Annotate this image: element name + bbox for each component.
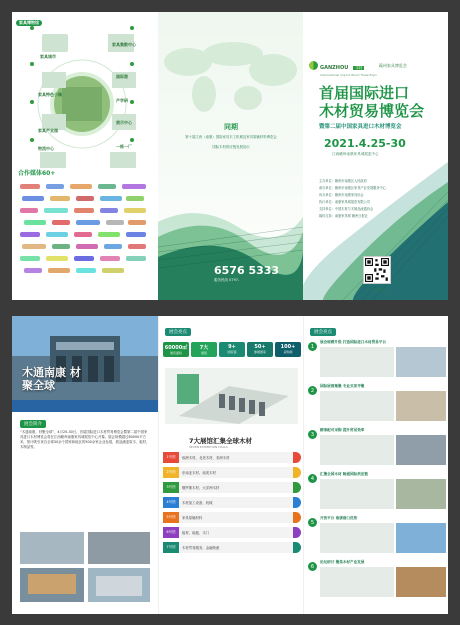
feature-title: 展会规模升级 打造国际进口木材贸易平台 <box>320 340 386 344</box>
hall-desc: 木材加工设备、机械 <box>179 497 301 508</box>
stat-label: 展馆 <box>200 351 207 355</box>
halls-list <box>163 452 301 557</box>
expo-title-line: 首届国际进口 <box>319 84 410 102</box>
organizer-line: 媒体支持：南康家具网 赣州日报社 <box>319 214 368 218</box>
stat-card <box>219 342 245 357</box>
organizer-line: 支持单位：中国木材与木制品流通协会 <box>319 207 374 211</box>
feature-number: 2 <box>308 386 317 395</box>
hub-label: 家具城市 <box>40 54 56 59</box>
stat-value: 50+ <box>254 344 266 350</box>
organizer-line: 协办单位：赣州市南康家具协会 <box>319 193 364 197</box>
organizer-line: 承办单位：赣州市南康区家具产业发展服务中心 <box>319 186 386 190</box>
logo-tag: 木材 <box>355 66 363 70</box>
hub-label: 一栋一厂 <box>116 144 132 149</box>
hall-number: 7号馆 <box>163 542 179 553</box>
hall-row <box>163 497 301 508</box>
hall-number: 5号馆 <box>163 512 179 523</box>
hall-desc: 俄罗斯木材、大洋洲木材 <box>179 482 301 493</box>
feature-number: 1 <box>308 342 317 351</box>
hub-label: 物流中心 <box>38 146 54 151</box>
media-logo-grid <box>12 178 158 288</box>
feature-item <box>308 340 446 384</box>
media-heading: 合作媒体60+ <box>18 170 56 177</box>
hub-label: 家具博物馆 <box>16 20 42 26</box>
intro-heading: 展会简介 <box>20 420 46 428</box>
hub-label: 家具产业园 <box>38 128 58 133</box>
logo-subtitle: International Import Wood Trade Expo <box>320 73 377 77</box>
logo-cn: 赣州家具博览会 <box>378 62 407 68</box>
feature-number: 5 <box>308 518 317 527</box>
hall-row <box>163 482 301 493</box>
hall-row <box>163 527 301 538</box>
same-period-item: 国际木材供应链发展论坛 <box>212 145 250 149</box>
panel-features <box>303 316 448 614</box>
features-list <box>308 340 446 604</box>
halls-subtitle: SEVEN EXHIBITION HALLS <box>189 445 228 449</box>
organizer-line: 执行单位：南康家具城展览有限公司 <box>319 200 370 204</box>
hall-desc: 东南亚木材、南美木材 <box>179 467 301 478</box>
halls-title: 7大展馆汇集全球木材 <box>189 437 253 445</box>
expo-title-line: 木材贸易博览会 <box>319 102 425 120</box>
hub-label: 产学研 <box>116 98 128 103</box>
hall-number: 4号馆 <box>163 497 179 508</box>
intro-text: “木通南康，材聚全球”，4月25-30日，首届国际进口木材贸易博览会暨第二届中国家具进口木材博览会将在江西赣州南康家具城展览中心开幕。展会规模超过60000平方米，预计吸引来自全球30余个国家和地区的500余家企业参展，展品涵盖原木、板材、木制品等。 <box>20 430 150 449</box>
feature-title: 精准配对采购 提升贸易效率 <box>320 428 365 432</box>
hall-desc: 木材贸易服务、金融物流 <box>179 542 301 553</box>
feature-title: 汇聚全国木材 畅通国际供应链 <box>320 472 368 476</box>
hotline-number: 6576 5333 <box>214 264 280 277</box>
hall-desc: 欧洲木材、北美木材、非洲木材 <box>179 452 301 463</box>
panel-same-period <box>158 12 303 300</box>
hall-row <box>163 542 301 553</box>
stat-value: 60000㎡ <box>164 345 188 351</box>
panel-hub <box>12 12 158 300</box>
feature-title: 开放平台 南康港口优势 <box>320 516 358 520</box>
hall-desc: 板材、地板、木门 <box>179 527 301 538</box>
qr-label: 扫码预登记 <box>372 288 388 292</box>
organizer-line: 主办单位：赣州市南康区人民政府 <box>319 179 367 183</box>
hall-layout-map <box>159 366 304 426</box>
expo-logo <box>309 54 407 77</box>
feature-item <box>308 516 446 560</box>
hall-row <box>163 467 301 478</box>
expo-date: 2021.4.25-30 <box>324 137 406 150</box>
hotline-label: 服务热线 0797- <box>214 278 240 282</box>
feature-number: 3 <box>308 430 317 439</box>
stats-row <box>163 342 301 357</box>
hub-label: 国际港 <box>116 74 128 79</box>
brochure-inside <box>12 316 448 614</box>
expo-subtitle: 暨第二届中国家具进口木材博览会 <box>319 124 402 130</box>
hall-row <box>163 512 301 523</box>
stat-label: 参展国家 <box>253 350 266 354</box>
logo-name: GANZHOU <box>320 65 349 71</box>
feature-number: 4 <box>308 474 317 483</box>
hall-number: 3号馆 <box>163 482 179 493</box>
qr-code[interactable] <box>363 256 391 284</box>
feature-number: 6 <box>308 562 317 571</box>
feature-item <box>308 560 446 604</box>
logo-mark-icon <box>309 61 318 70</box>
stat-value: 100+ <box>280 344 296 350</box>
banner-photo <box>12 316 158 412</box>
banner-slogan: 木通南康 材聚全球 <box>22 366 81 392</box>
same-period-heading: 同期 <box>224 123 238 131</box>
feature-item <box>308 428 446 472</box>
hub-label: 家具集散中心 <box>112 42 136 47</box>
stat-label: 展览面积 <box>169 351 182 355</box>
hall-number: 6号馆 <box>163 527 179 538</box>
stat-label: 国家馆 <box>227 350 237 354</box>
intro-photos <box>12 528 158 608</box>
stat-value: 7大 <box>199 345 209 351</box>
hall-desc: 家具原辅材料 <box>179 512 301 523</box>
world-map <box>158 12 303 300</box>
hall-number: 1号馆 <box>163 452 179 463</box>
hub-label: 家具特色小镇 <box>38 92 62 97</box>
stat-label: 采购商 <box>283 350 293 354</box>
stat-card <box>247 342 273 357</box>
hub-label: 展示中心 <box>116 120 132 125</box>
feature-title: 国际展商集聚 专业买家齐聚 <box>320 384 365 388</box>
same-period-item: 第十届江西（南康）国际家具木工机械及家具原辅材料博览会 <box>185 135 277 139</box>
feature-item <box>308 472 446 516</box>
stat-value: 9+ <box>228 344 236 350</box>
expo-title <box>319 84 447 120</box>
stat-card <box>163 342 189 357</box>
feature-item <box>308 384 446 428</box>
expo-venue: 江西赣州南康家具城展览中心 <box>332 152 379 156</box>
feature-title: 论坛研讨 聚焦木材产业发展 <box>320 560 365 564</box>
hall-number: 2号馆 <box>163 467 179 478</box>
panel-halls <box>158 316 303 614</box>
hall-row <box>163 452 301 463</box>
highlights-heading: 展会亮点 <box>165 328 191 336</box>
features-heading: 展会亮点 <box>310 328 336 336</box>
stat-card <box>275 342 301 357</box>
brochure-outside <box>12 12 448 300</box>
panel-intro <box>12 316 158 614</box>
stat-card <box>191 342 217 357</box>
